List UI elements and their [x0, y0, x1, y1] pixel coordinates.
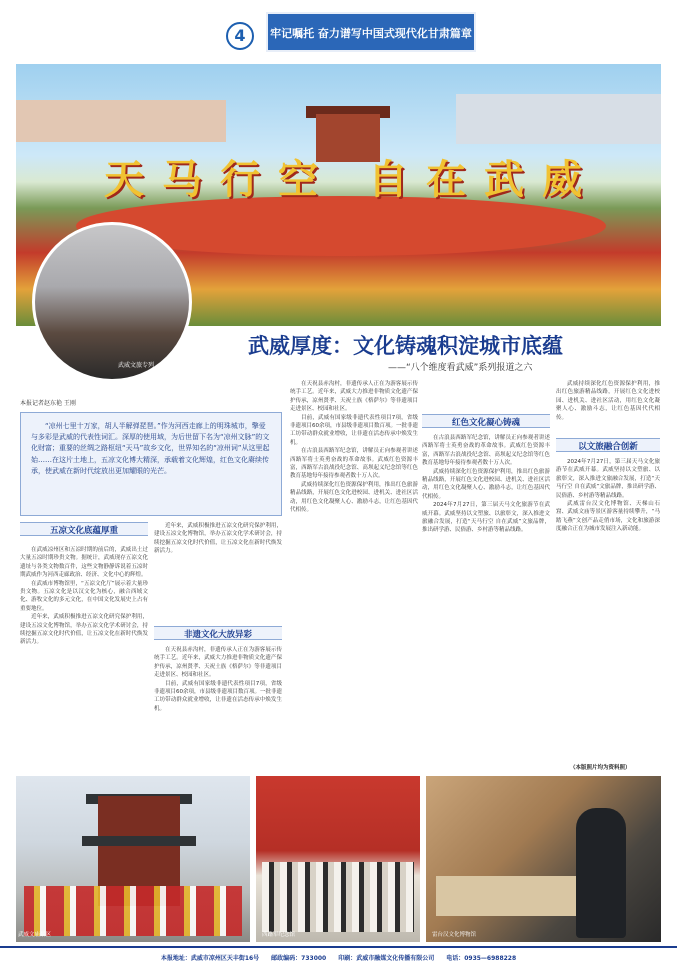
column-1: [20, 546, 148, 774]
photo-memorial: [256, 776, 420, 942]
paragraph: 武威持续深化红色资源保护利用，推出红色旅游精品线路，开展红色文化进校园、进机关、进社区活动，用红色文化凝聚人心、激励斗志，让红色基因代代相传。: [422, 468, 550, 500]
hero-building-left: [16, 100, 226, 142]
paragraph: 武威持续深化红色资源保护利用，推出红色旅游精品线路，开展红色文化进校园、进机关、进社区活动，用红色文化凝聚人心、激励斗志，让红色基因代代相传。: [290, 481, 418, 514]
hero-slogan: 天马行空 自在武威: [104, 156, 600, 203]
paragraph: 在天祝县赤沟村，非遗传承人正在为游客展示传统手工艺。近年来，武威大力推进非物质文化遗产保护传承，凉州贤孝、天祝土族《格萨尔》等非遗项目走进景区、校园和社区。: [154, 647, 282, 679]
paragraph: 近年来，武威积极推进五凉文化研究保护利用，建设五凉文化博物馆，举办五凉文化学术研讨会，持续挖掘五凉文化时代价值，让五凉文化在新时代焕发新活力。: [154, 523, 282, 555]
paragraph: 武威雷台汉文化博物馆、天梯山石窟、武威文庙等景区游客量持续攀升，“马踏飞燕”文创产品走俏市场，文化和旅游深度融合正在为城市发展注入新动能。: [556, 501, 660, 533]
photo-caption: 武威文庙景区: [18, 932, 52, 938]
article-subhead: ——“八个维度看武威”系列报道之六: [388, 363, 533, 373]
section-title-1: 五凉文化底蕴厚重: [49, 526, 118, 536]
photo-caption: 西路军纪念馆: [262, 932, 296, 938]
photo-wenmiao: [16, 776, 250, 942]
column-5: [556, 458, 660, 758]
display-case: [436, 876, 576, 916]
paragraph: 在古浪县西路军纪念馆，讲解员正向参观者讲述西路军将士英勇奋战的革命故事。武威红色资源丰富，西路军古浪战役纪念馆、高坝起义纪念馆等红色教育基地每年接待参观者数十万人次。: [422, 435, 550, 467]
paragraph: 近年来，武威积极推进五凉文化研究保护利用，建设五凉文化博物馆，举办五凉文化学术研讨会，持续挖掘五凉文化时代价值，让五凉文化在新时代焕发新活力。: [20, 614, 148, 646]
paragraph: 武威持续深化红色资源保护利用，推出红色旅游精品线路，开展红色文化进校园、进机关、进社区活动，用红色文化凝聚人心、激励斗志，让红色基因代代相传。: [556, 381, 660, 421]
column-5-top: [556, 380, 660, 436]
paragraph: 在武威市博物馆里，“五凉文化厅”展示着大量珍贵文物。五凉文化是以汉文化为核心，融合西域文化、游牧文化的多元文化，在中国文化发展史上占有重要地位。: [20, 580, 148, 612]
intro-text: “凉州七里十万家，胡人半解弹琵琶。”作为河西走廊上的明珠城市，擎爱与多彩是武威的代表性词汇。深厚的使用域，为后世留下名为“凉州文脉”的文化财富；重要的丝绸之路枢纽“天马”故乡文化，世界知名的“凉州词”从这里起始……在这片土地上，五凉文化博大精深，承载着文化辉煌，红色文化赓续传承，使武威在新时代绽放出更加耀眼的光芒。: [31, 422, 270, 475]
column-2-top: [154, 522, 282, 622]
column-2: [154, 646, 282, 774]
paragraph: 在天祝县赤沟村，非遗传承人正在为游客展示传统手工艺。近年来，武威大力推进非物质文化遗产保护传承，凉州贤孝、天祝土族《格萨尔》等非遗项目走进景区、校园和社区。: [290, 381, 418, 413]
paragraph: 目前，武威有国家级非遗代表性项目7项，省级非遗项目60余项，市县级非遗项目数百项。一批非遗工坊带动群众就业增收，让非遗在活态传承中焕发生机。: [290, 414, 418, 446]
visitors: [262, 862, 414, 932]
page-header: [0, 0, 677, 58]
banner-text: 牢记嘱托 奋力谱写中国式现代化甘肃篇章: [270, 27, 472, 40]
circle-photo-caption: 武威文旅专列: [118, 362, 155, 369]
section-title-3: 红色文化凝心铸魂: [451, 418, 520, 428]
footer-text: 本报地址：武威市凉州区天丰街16号 邮政编码：733000 印刷：武威市融媒文化传播有限公司 电话：0935—6988228: [160, 955, 517, 962]
tower-roof: [82, 836, 196, 846]
visitor-figure: [576, 808, 626, 938]
section-banner: [266, 12, 476, 52]
photo-museum: [426, 776, 661, 942]
paragraph: 2024年7月27日，第三届天马文化旅游节在武威开幕。武威坚持以文塑旅、以旅彰文，深入推进文旅融合发展，打造“天马行空 自在武威”文旅品牌，推出研学游、民俗游、乡村游等精品线路。: [556, 459, 660, 499]
photo-caption: 雷台汉文化博物馆: [432, 932, 477, 938]
hero-building-right: [456, 94, 661, 144]
paragraph: 在古浪县西路军纪念馆，讲解员正向参观者讲述西路军将士英勇奋战的革命故事。武威红色资源丰富，西路军古浪战役纪念馆、高坝起义纪念馆等红色教育基地每年接待参观者数十万人次。: [290, 448, 418, 480]
performers: [24, 886, 242, 936]
paragraph: 在武威凉州区和五凉时期的前后的，武威出土过大量五凉时期珍贵文物。据统计，武威现存五凉文化遗址与各类文物数百件，这些文物静静诉说着五凉时期武威作为河西走廊政治、经济、文化中心的辉煌。: [20, 547, 148, 579]
column-3: [290, 380, 418, 774]
circle-photo: [32, 222, 192, 382]
article-byline: 本报记者赵东艳 王刚: [20, 400, 76, 407]
column-4: [422, 434, 550, 774]
section-title-2: 非遗文化大放异彩: [183, 630, 252, 640]
page-number: 4: [226, 22, 254, 50]
article-headline: 武威厚度：文化铸魂积淀城市底蕴: [248, 333, 563, 358]
section-title-4: 以文旅融合创新: [578, 442, 638, 452]
intro-box: [20, 412, 282, 516]
paragraph: 目前，武威有国家级非遗代表性项目7项，省级非遗项目60余项，市县级非遗项目数百项。一批非遗工坊带动群众就业增收，让非遗在活态传承中焕发生机。: [154, 680, 282, 712]
paragraph: 2024年7月27日，第三届天马文化旅游节在武威开幕。武威坚持以文塑旅、以旅彰文，深入推进文旅融合发展，打造“天马行空 自在武威”文旅品牌，推出研学游、民俗游、乡村游等精品线路。: [422, 502, 550, 534]
page-footer: [0, 946, 677, 966]
photo-credit: （本版照片均为资料照）: [570, 765, 631, 771]
